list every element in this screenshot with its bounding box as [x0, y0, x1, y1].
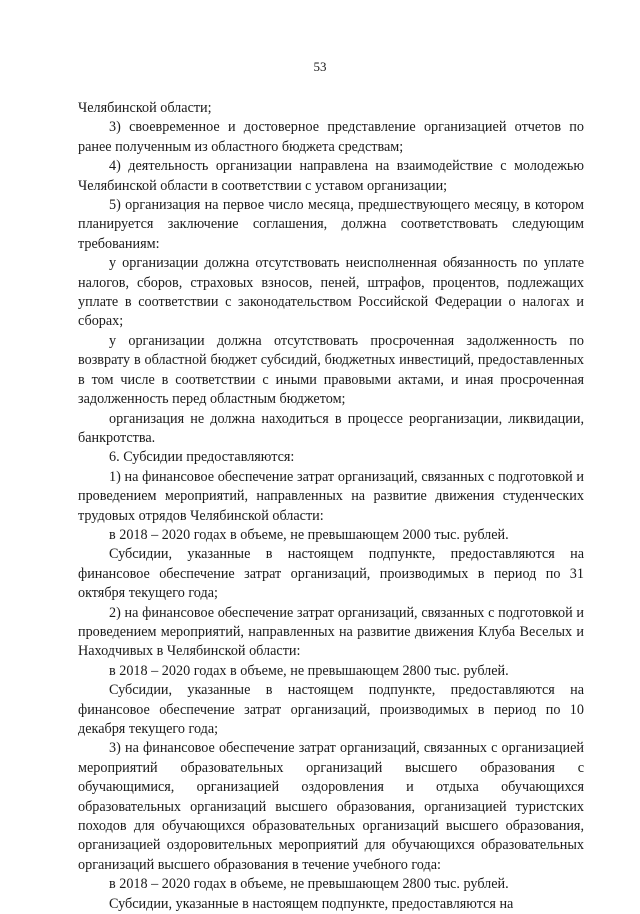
paragraph: в 2018 – 2020 годах в объеме, не превышающем 2800 тыс. рублей.: [109, 876, 509, 893]
paragraph: Субсидии, указанные в настоящем подпункте, предоставляются на финансовое обеспечение затрат организаций, производимых в период по 31 октября текущего года;: [78, 546, 584, 602]
paragraph: 1) на финансовое обеспечение затрат организаций, связанных с подготовкой и проведением мероприятий, направленных на развитие движения студенческих трудовых отрядов Челябинской области:: [78, 468, 584, 524]
paragraph: 2) на финансовое обеспечение затрат организаций, связанных с подготовкой и проведением мероприятий, направленных на развитие движения Клуба Веселых и Находчивых в Челябинской области:: [78, 604, 584, 660]
paragraph: 3) на финансовое обеспечение затрат организаций, связанных с организацией мероприятий образовательных организаций высшего образования с обучающимися, организацией оздоровления и отдыха обучающихся образовательных организаций высшего образования, организацией туристских походов для обучающихся образовательных организаций высшего образования, организацией оздоровительных мероприятий для обучающихся образовательных организаций высшего образования в течение учебного года:: [78, 740, 584, 873]
paragraph: Субсидии, указанные в настоящем подпункте, предоставляются на: [109, 895, 514, 912]
paragraph: 5) организация на первое число месяца, предшествующего месяцу, в котором планируется заключение соглашения, должна соответствовать следующим требованиям:: [78, 197, 584, 252]
paragraph: у организации должна отсутствовать просроченная задолженность по возврату в областной бюджет субсидий, бюджетных инвестиций, предоставленных в том числе в соответствии с иными правовыми актами, и иная просроченная задолженность перед областным бюджетом;: [78, 332, 584, 408]
paragraph: в 2018 – 2020 годах в объеме, не превышающем 2000 тыс. рублей.: [109, 526, 509, 543]
paragraph: 4) деятельность организации направлена на взаимодействие с молодежью Челябинской области в соответствии с уставом организации;: [78, 158, 584, 194]
page-number: 53: [313, 59, 327, 74]
paragraph: у организации должна отсутствовать неисполненная обязанность по уплате налогов, сборов, страховых взносов, пеней, штрафов, процентов, подлежащих уплате в соответствии с законодательством Российской Федерации о налогах и сборах;: [78, 255, 584, 330]
paragraph: Субсидии, указанные в настоящем подпункте, предоставляются на финансовое обеспечение затрат организаций, производимых в период по 10 декабря текущего года;: [78, 682, 584, 737]
document-body: [78, 99, 584, 914]
paragraph: Челябинской области;: [78, 100, 212, 116]
paragraph: организация не должна находиться в процессе реорганизации, ликвидации, банкротства.: [78, 410, 584, 446]
section-heading: 6. Субсидии предоставляются:: [109, 449, 295, 466]
paragraph: 3) своевременное и достоверное представление организацией отчетов по ранее полученным из областного бюджета средствам;: [78, 119, 584, 155]
paragraph: в 2018 – 2020 годах в объеме, не превышающем 2800 тыс. рублей.: [109, 662, 509, 679]
